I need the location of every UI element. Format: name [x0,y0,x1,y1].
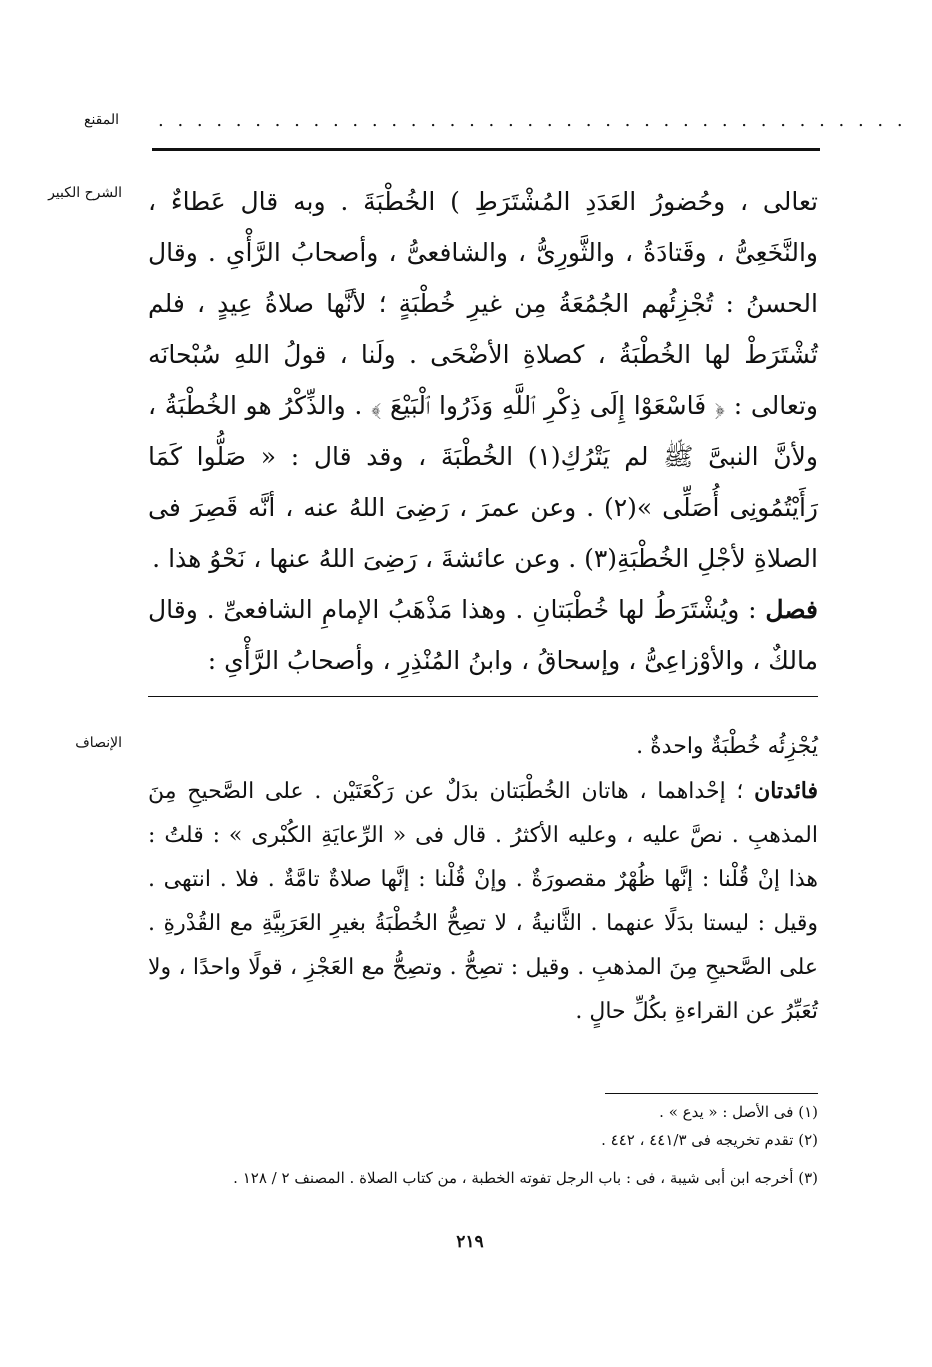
footnotes [148,1098,818,1192]
insaf-text [148,725,818,1034]
insaf-paragraph-2 [148,769,818,1034]
header-dotted-line: . . . . . . . . . . . . . . . . . . . . . . . . . . . . . . . . . . . . . . . [158,110,907,131]
page-number: ٢١٩ [456,1232,484,1252]
section-label-sharh: الشرح الكبير [48,185,122,201]
footnote-3: (٣) أخرجه ابن أبى شيبة ، فى : باب الرجل تفوته الخطبة ، من كتاب الصلاة . المصنف ٢ / ١٢٨ . [233,1169,818,1187]
section-divider [148,696,818,697]
footnote-rule [605,1093,818,1094]
fasl-text: : ويُشْتَرَطُ لها خُطْبَتانِ . وهذا مَذْهَبُ الإمامِ الشافعىِّ . وقال مالكٌ ، والأوْزاعِىُّ ، وإسحاقُ ، وابنُ المُنْذِرِ ، وأصحابُ الرَّأْىِ : [148,595,818,675]
footnote-2: (٢) تقدم تخريجه فى ٤٤١/٣ ، ٤٤٢ . [601,1131,818,1149]
sharh-text [148,176,818,686]
faidatan-heading: فائدتان [754,778,818,804]
footnote-1: (١) فى الأصل : « يدع » . [659,1103,818,1121]
running-header-title: المقنع [84,112,120,128]
fasl-heading: فصل [765,595,818,624]
header-rule [152,148,820,151]
insaf-paragraph-1: يُجْزِئُه خُطْبَةٌ واحدةٌ . [636,734,818,759]
sharh-paragraph-2 [148,584,818,686]
sharh-paragraph-1: تعالى ، وحُضورُ العَدَدِ المُشْتَرَطِ ) الخُطْبَةَ . وبه قال عَطاءٌ ، والنَّخَعِىُّ ، وقَتادَةُ ، والثَّورِىُّ ، والشافعىُّ ، وأصحابُ الرَّأْىِ . وقال الحسنُ : تُجْزِئُهم الجُمُعَةُ مِن غيرِ خُطْبَةٍ ؛ لأنَّها صلاةُ عِيدٍ ، فلم تُشْتَرَطْ لها الخُطْبَةُ ، كصلاةِ الأضْحَى . ولَنا ، قولُ اللهِ سُبْحانَه وتعالى : ﴿ فَاسْعَوْا إِلَى ذِكْرِ ٱللَّهِ وَذَرُوا ٱلْبَيْعَ ﴾ . والذِّكْرُ هو الخُطْبَةُ ، ولأنَّ النبىَّ ﷺ لم يَتْرُكِ(١) الخُطْبَةَ ، وقد قال : « صَلُّوا كَمَا رَأَيْتُمُونِى أُصَلِّى »(٢) . وعن عمرَ ، رَضِىَ اللهُ عنه ، أنَّه قَصِرَ فى الصلاةِ لأجْلِ الخُطْبَةِ(٣) . وعن عائشةَ ، رَضِىَ اللهُ عنها ، نَحْوُ هذا . [148,187,818,573]
faidatan-text: ؛ إحْداهما ، هاتان الخُطْبَتان بدَلٌ عن رَكْعَتَيْن . على الصَّحيحِ مِنَ المذهبِ . نصَّ عليه ، وعليه الأكثرُ . قال فى « الرِّعايَةِ الكُبْرى » : قلتُ : هذا إنْ قُلْنا : إنَّها ظُهْرٌ مقصورَةٌ . وإنْ قُلْنا : إنَّها صلاةٌ تامَّةٌ . فلا . انتهى . وقيل : ليستا بدَلًا عنهما . الثَّانيةُ ، لا تصِحُّ الخُطْبَةُ بغيرِ العَرَبِيَّةِ مع القُدْرةِ . على الصَّحيحِ مِنَ المذهبِ . وقيل : تصِحُّ . وتصِحُّ مع العَجْزِ ، قولًا واحدًا ، ولا تُعَبِّرُ عن القراءةِ بكُلِّ حالٍ . [148,779,818,1024]
section-label-insaf: الإنصاف [75,735,122,751]
